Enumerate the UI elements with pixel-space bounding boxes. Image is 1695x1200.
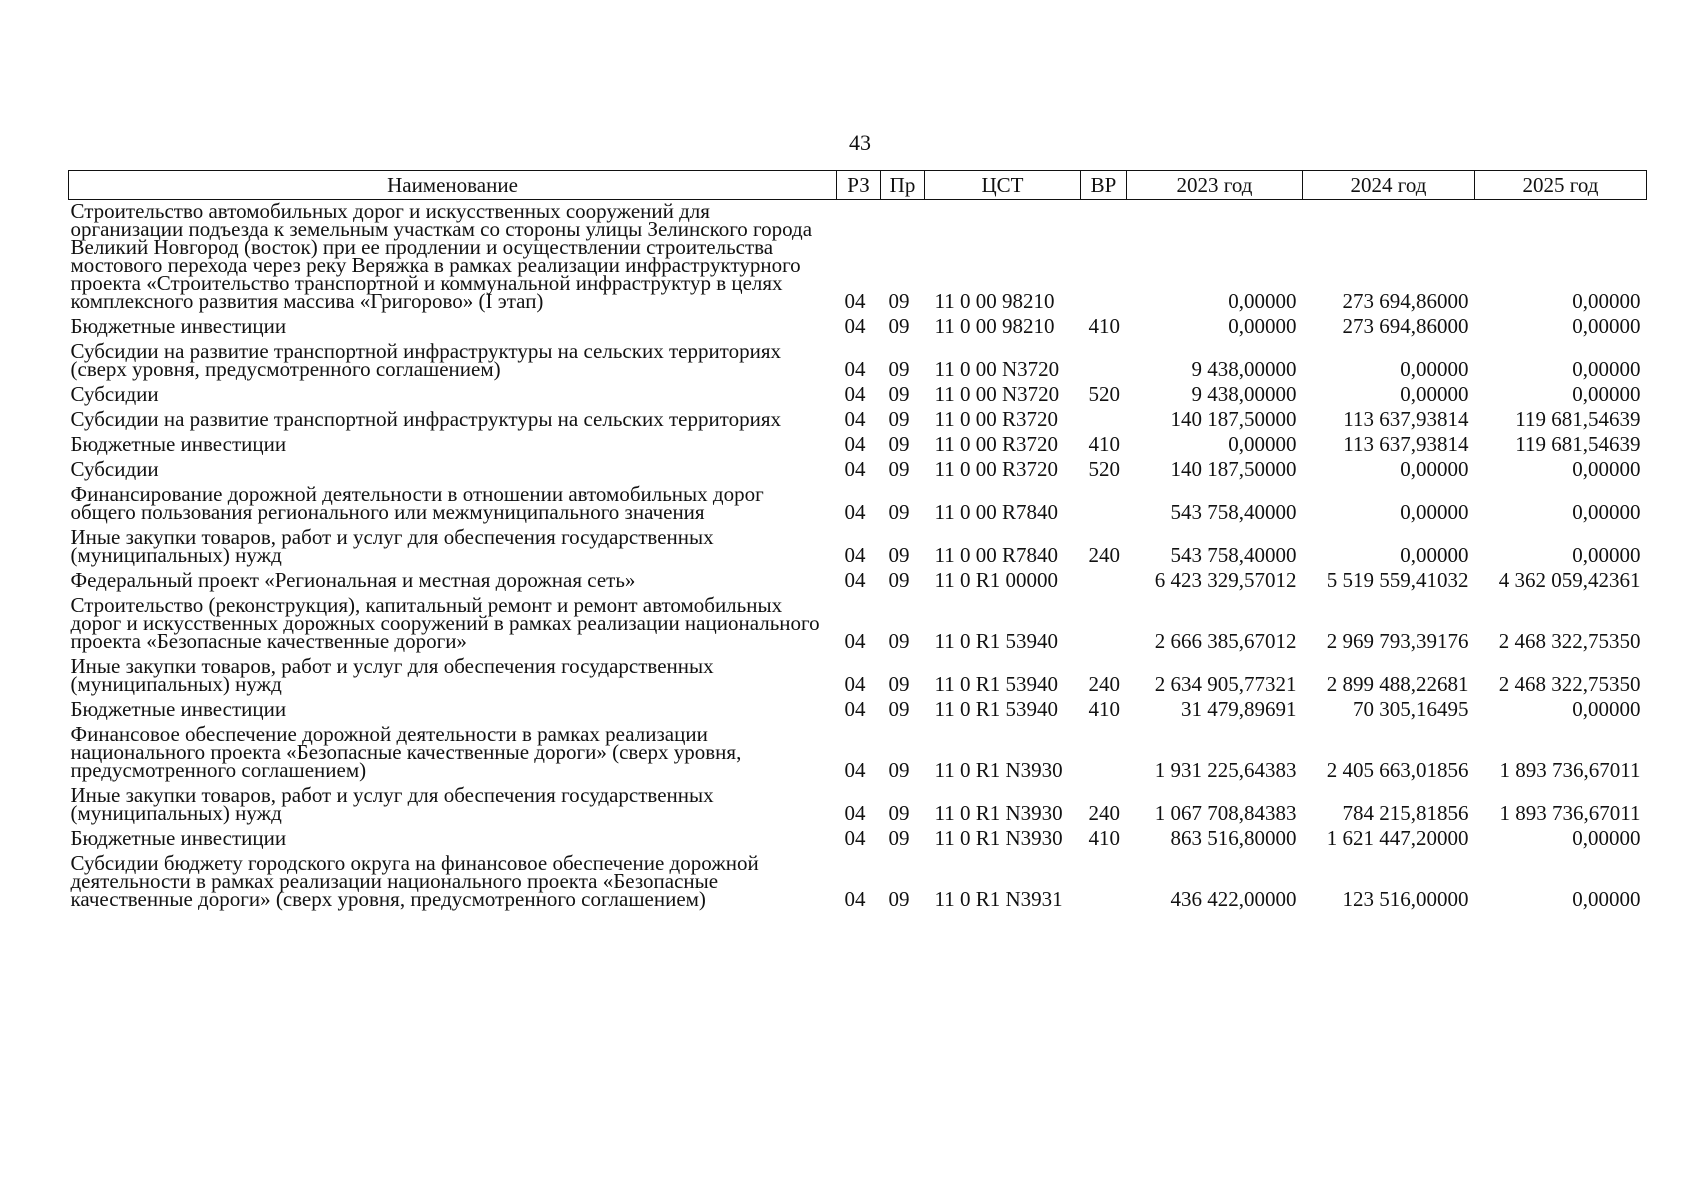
row-cst: 11 0 R1 00000 [934, 568, 1058, 592]
row-value-2023: 2 634 905,77321 [1154, 672, 1297, 696]
row-cst: 11 0 R1 N3931 [934, 887, 1063, 911]
row-value-2023: 140 187,50000 [1170, 407, 1297, 431]
header-2023: 2023 год [1127, 171, 1303, 200]
row-name: Бюджетные инвестиции [70, 697, 287, 721]
row-value-2024: 5 519 559,41032 [1326, 568, 1469, 592]
row-rz: 04 [844, 629, 866, 653]
table-row [69, 655, 1647, 698]
row-value-2023: 31 479,89691 [1181, 697, 1297, 721]
row-value-2023: 2 666 385,67012 [1154, 629, 1297, 653]
row-name: Субсидии [70, 382, 159, 406]
row-value-2024: 784 215,81856 [1342, 801, 1469, 825]
row-pr: 09 [888, 758, 910, 782]
row-rz: 04 [844, 826, 866, 850]
row-pr: 09 [888, 543, 910, 567]
row-value-2023: 1 931 225,64383 [1154, 758, 1297, 782]
row-value-2023: 6 423 329,57012 [1154, 568, 1297, 592]
row-vr [1081, 569, 1127, 594]
row-vr: 240 [1088, 801, 1120, 825]
row-name: Бюджетные инвестиции [70, 826, 287, 850]
row-rz: 04 [844, 289, 866, 313]
row-vr [1081, 340, 1127, 383]
row-name: Субсидии на развитие транспортной инфраструктуры на сельских территориях (сверх уровня, предусмотренного соглашением) [70, 339, 781, 381]
table-row [69, 315, 1647, 340]
row-value-2023: 140 187,50000 [1170, 457, 1297, 481]
row-name: Субсидии бюджету городского округа на финансовое обеспечение дорожной деятельности в рамках реализации национального проекта «Безопасные качественные дороги» (сверх уровня, предусмотренного соглашением) [70, 851, 759, 911]
row-vr: 410 [1088, 826, 1120, 850]
row-value-2025: 0,00000 [1572, 457, 1641, 481]
row-pr: 09 [888, 382, 910, 406]
row-value-2025: 2 468 322,75350 [1498, 672, 1641, 696]
row-vr [1081, 723, 1127, 784]
row-vr [1081, 852, 1127, 913]
row-cst: 11 0 R1 53940 [934, 629, 1058, 653]
row-pr: 09 [888, 568, 910, 592]
row-value-2024: 123 516,00000 [1342, 887, 1469, 911]
row-name: Федеральный проект «Региональная и местная дорожная сеть» [70, 568, 636, 592]
row-name: Иные закупки товаров, работ и услуг для обеспечения государственных (муниципальных) нужд [70, 525, 714, 567]
row-name: Финансовое обеспечение дорожной деятельности в рамках реализации национального проекта «Безопасные качественные дороги» (сверх уровня, предусмотренного соглашением) [70, 722, 742, 782]
row-pr: 09 [888, 697, 910, 721]
table-row [69, 698, 1647, 723]
row-rz: 04 [844, 457, 866, 481]
row-pr: 09 [888, 314, 910, 338]
row-rz: 04 [844, 887, 866, 911]
header-rz: РЗ [837, 171, 881, 200]
row-value-2024: 2 899 488,22681 [1326, 672, 1469, 696]
row-cst: 11 0 00 R3720 [934, 407, 1058, 431]
row-pr: 09 [888, 801, 910, 825]
row-value-2023: 9 438,00000 [1191, 357, 1297, 381]
table-row [69, 458, 1647, 483]
row-value-2025: 0,00000 [1572, 500, 1641, 524]
row-value-2024: 2 969 793,39176 [1326, 629, 1469, 653]
row-cst: 11 0 R1 53940 [934, 697, 1058, 721]
header-vr: ВР [1081, 171, 1127, 200]
row-name: Субсидии [70, 457, 159, 481]
row-vr [1081, 594, 1127, 655]
table-body [69, 200, 1647, 914]
row-pr: 09 [888, 672, 910, 696]
row-value-2025: 1 893 736,67011 [1499, 758, 1641, 782]
header-name: Наименование [69, 171, 837, 200]
row-value-2023: 0,00000 [1228, 289, 1297, 313]
row-name: Финансирование дорожной деятельности в отношении автомобильных дорог общего пользования регионального или межмуниципального значения [70, 482, 764, 524]
row-rz: 04 [844, 697, 866, 721]
row-name: Субсидии на развитие транспортной инфраструктуры на сельских территориях [70, 407, 781, 431]
row-value-2023: 543 758,40000 [1170, 543, 1297, 567]
row-rz: 04 [844, 314, 866, 338]
row-value-2024: 0,00000 [1400, 543, 1469, 567]
budget-table [68, 170, 1647, 913]
row-cst: 11 0 R1 N3930 [934, 801, 1063, 825]
row-rz: 04 [844, 543, 866, 567]
row-value-2025: 1 893 736,67011 [1499, 801, 1641, 825]
row-value-2024: 2 405 663,01856 [1326, 758, 1469, 782]
row-vr: 410 [1088, 432, 1120, 456]
row-value-2024: 273 694,86000 [1342, 289, 1469, 313]
row-rz: 04 [844, 801, 866, 825]
page-number: 43 [849, 130, 871, 155]
row-cst: 11 0 00 R3720 [934, 457, 1058, 481]
row-cst: 11 0 R1 N3930 [934, 826, 1063, 850]
row-value-2025: 119 681,54639 [1515, 407, 1641, 431]
row-cst: 11 0 R1 N3930 [934, 758, 1063, 782]
row-cst: 11 0 00 98210 [934, 289, 1055, 313]
row-value-2024: 70 305,16495 [1353, 697, 1469, 721]
row-pr: 09 [888, 629, 910, 653]
row-cst: 11 0 00 98210 [934, 314, 1055, 338]
row-value-2025: 0,00000 [1572, 314, 1641, 338]
table-row [69, 408, 1647, 433]
row-value-2023: 9 438,00000 [1191, 382, 1297, 406]
row-pr: 09 [888, 887, 910, 911]
row-name: Строительство (реконструкция), капитальный ремонт и ремонт автомобильных дорог и искусственных дорожных сооружений в рамках реализации национального проекта «Безопасные качественные дороги» [70, 593, 820, 653]
table-row [69, 526, 1647, 569]
row-pr: 09 [888, 289, 910, 313]
row-cst: 11 0 00 N3720 [934, 357, 1060, 381]
row-name: Иные закупки товаров, работ и услуг для обеспечения государственных (муниципальных) нужд [70, 654, 714, 696]
table-row [69, 594, 1647, 655]
header-pr: Пр [881, 171, 925, 200]
row-vr: 240 [1088, 543, 1120, 567]
row-value-2024: 1 621 447,20000 [1326, 826, 1469, 850]
table-row [69, 433, 1647, 458]
row-value-2023: 0,00000 [1228, 432, 1297, 456]
row-name: Бюджетные инвестиции [70, 432, 287, 456]
row-name: Иные закупки товаров, работ и услуг для обеспечения государственных (муниципальных) нужд [70, 783, 714, 825]
row-value-2023: 1 067 708,84383 [1154, 801, 1297, 825]
row-value-2025: 0,00000 [1572, 697, 1641, 721]
row-value-2024: 273 694,86000 [1342, 314, 1469, 338]
row-value-2025: 0,00000 [1572, 826, 1641, 850]
row-cst: 11 0 00 N3720 [934, 382, 1060, 406]
row-pr: 09 [888, 826, 910, 850]
row-name: Бюджетные инвестиции [70, 314, 287, 338]
row-rz: 04 [844, 382, 866, 406]
header-cst: ЦСТ [925, 171, 1081, 200]
row-name: Строительство автомобильных дорог и искусственных сооружений для организации подъезда к земельным участкам со стороны улицы Зелинского города Великий Новгород (восток) при ее продлении и осуществлении строительства мостового перехода через реку Веряжка в рамках реализации инфраструктурного проекта «Строительство транспортной и коммунальной инфраструктур в целях комплексного развития массива «Григорово» (I этап) [70, 199, 813, 313]
row-value-2024: 113 637,93814 [1343, 407, 1469, 431]
row-rz: 04 [844, 432, 866, 456]
row-vr: 410 [1088, 697, 1120, 721]
table-header [69, 171, 1647, 200]
row-rz: 04 [844, 500, 866, 524]
table-row [69, 827, 1647, 852]
header-2025: 2025 год [1475, 171, 1647, 200]
row-vr [1081, 200, 1127, 316]
row-vr: 410 [1088, 314, 1120, 338]
row-pr: 09 [888, 457, 910, 481]
row-pr: 09 [888, 432, 910, 456]
row-value-2025: 0,00000 [1572, 887, 1641, 911]
row-value-2023: 436 422,00000 [1170, 887, 1297, 911]
row-value-2024: 0,00000 [1400, 457, 1469, 481]
row-cst: 11 0 00 R7840 [934, 500, 1058, 524]
row-vr [1081, 408, 1127, 433]
row-rz: 04 [844, 758, 866, 782]
table-row [69, 569, 1647, 594]
table-row [69, 200, 1647, 316]
header-2024: 2024 год [1303, 171, 1475, 200]
row-value-2024: 0,00000 [1400, 500, 1469, 524]
row-value-2025: 0,00000 [1572, 543, 1641, 567]
row-value-2025: 4 362 059,42361 [1498, 568, 1641, 592]
row-value-2024: 0,00000 [1400, 382, 1469, 406]
row-pr: 09 [888, 407, 910, 431]
row-value-2025: 119 681,54639 [1515, 432, 1641, 456]
row-value-2024: 0,00000 [1400, 357, 1469, 381]
row-pr: 09 [888, 500, 910, 524]
table-row [69, 723, 1647, 784]
row-rz: 04 [844, 672, 866, 696]
row-rz: 04 [844, 568, 866, 592]
row-pr: 09 [888, 357, 910, 381]
row-value-2025: 0,00000 [1572, 289, 1641, 313]
row-vr: 520 [1088, 382, 1120, 406]
row-value-2025: 0,00000 [1572, 357, 1641, 381]
row-value-2025: 0,00000 [1572, 382, 1641, 406]
row-value-2023: 863 516,80000 [1170, 826, 1297, 850]
row-value-2023: 0,00000 [1228, 314, 1297, 338]
row-vr: 240 [1088, 672, 1120, 696]
table-row [69, 483, 1647, 526]
table-row [69, 383, 1647, 408]
row-value-2023: 543 758,40000 [1170, 500, 1297, 524]
row-vr [1081, 483, 1127, 526]
table-row [69, 340, 1647, 383]
table-row [69, 852, 1647, 913]
table-row [69, 784, 1647, 827]
row-cst: 11 0 00 R7840 [934, 543, 1058, 567]
row-value-2024: 113 637,93814 [1343, 432, 1469, 456]
row-cst: 11 0 00 R3720 [934, 432, 1058, 456]
row-rz: 04 [844, 407, 866, 431]
row-cst: 11 0 R1 53940 [934, 672, 1058, 696]
row-vr: 520 [1088, 457, 1120, 481]
row-rz: 04 [844, 357, 866, 381]
row-value-2025: 2 468 322,75350 [1498, 629, 1641, 653]
